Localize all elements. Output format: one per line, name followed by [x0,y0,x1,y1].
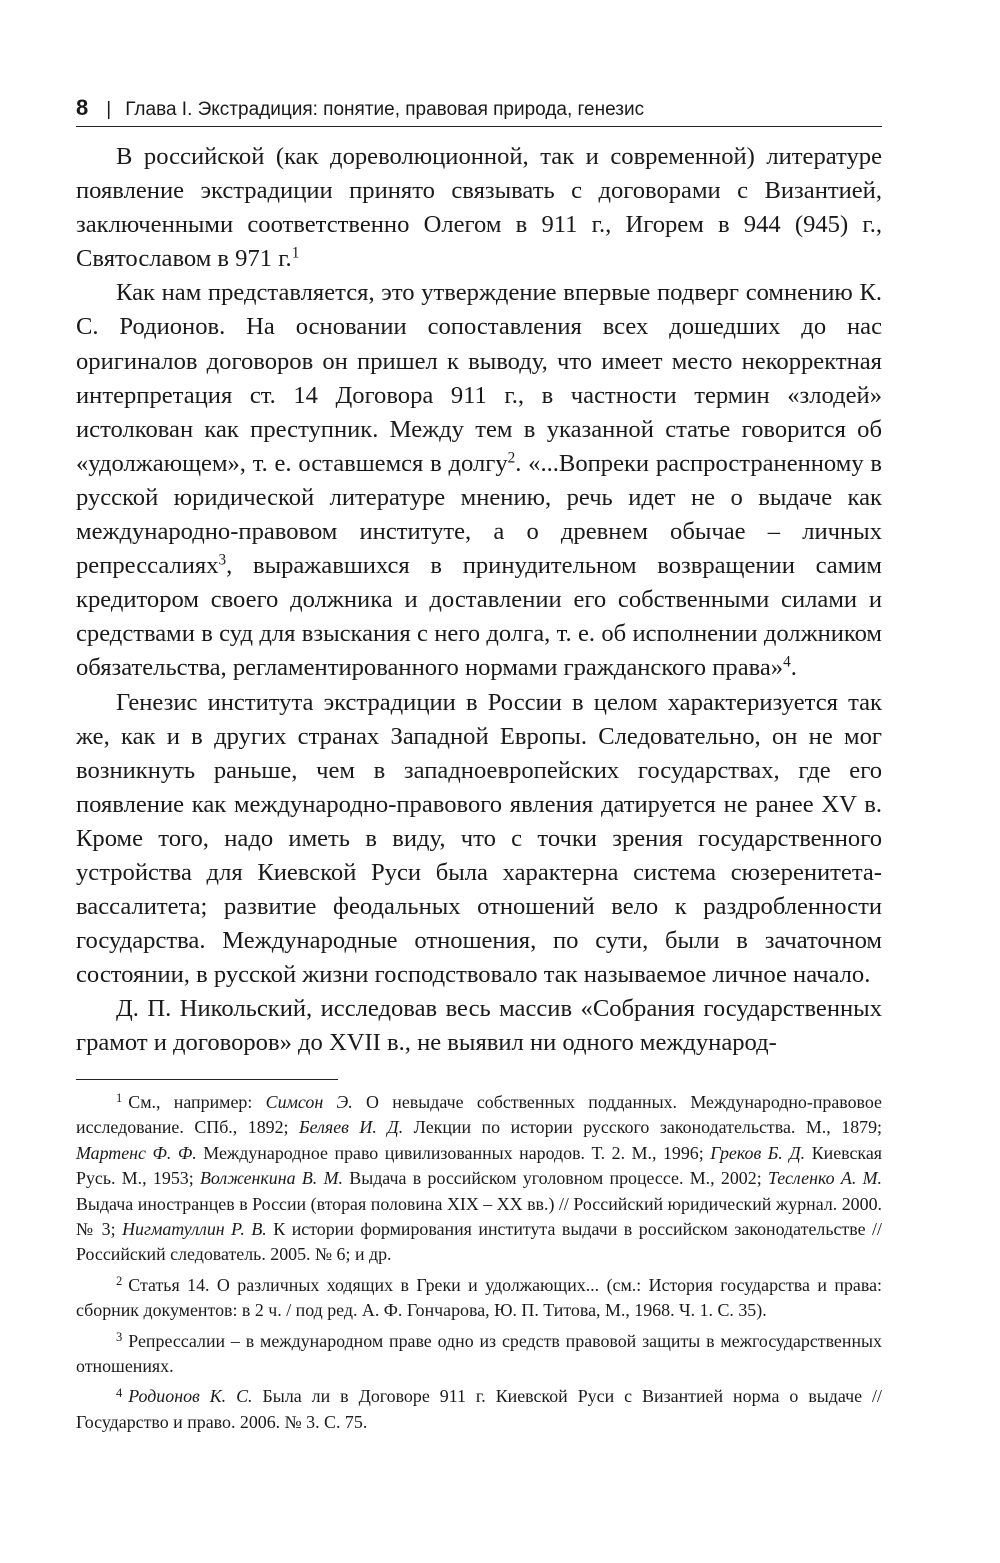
author-name: Греков Б. Д. [710,1142,806,1163]
author-name: Тесленко А. М. [767,1168,882,1189]
paragraph: Как нам представляется, это утверждение впервые подверг сомнению К. С. Родионов. На основании сопоставления всех дошедших до нас оригиналов договоров он пришел к выводу, что имеет место некорректная интерпретация ст. 14 Договора 911 г., в частности термин «злодей» истолкован как преступник. Между тем в указанной статье говорится об «удолжающем», т. е. оставшемся в долгу$^2$. «...Вопреки распространенному в русской юридической литературе мнению, речь идет не о выдаче как международно-правовом институте, а о древнем обычае – личных репрессалиях$^3$, выражавшихся в принудительном возвращении самим кредитором своего должника и доставлении его собственными силами и средствами в суд для взыскания с него долга, т. е. об исполнении должником обязательства, регламентированного нормами гражданского права»$^4$. [76,279,882,682]
footnotes [76,1090,882,1440]
footnote-ref[interactable]: 3 [218,551,227,569]
paragraph: Д. П. Никольский, исследовав весь массив «Собрания государственных грамот и договоров» до XVII в., не выявил ни одного международ- [76,995,882,1057]
footnote-ref[interactable]: 1 [291,244,300,262]
footnote: $^1$ См., например: Симсон Э. О невыдаче собственных подданных. Международно-правовое исследование. СПб., 1892; Беляев И. Д. Лекции по истории русского законодательства. М., 1879; Мартенс Ф. Ф. Международное право цивилизованных народов. Т. 2. М., 1996; Греков Б. Д. Киевская Русь. М., 1953; Волженкина В. М. Выдача в российском уголовном процессе. М., 2002; Тесленко А. М. Выдача иностранцев в России (вторая половина XIX – XX вв.) // Российский юридический журнал. 2000. № 3; Нигматуллин Р. В. К истории формирования института выдачи в российском законодательстве // Российский следователь. 2005. № 6; и др. [76,1091,883,1265]
author-name: Беляев И. Д. [299,1117,404,1138]
footnote-number: 1 [116,1091,123,1106]
header-rule [76,126,882,127]
author-name: Родионов К. С. [128,1386,253,1407]
footnote-rule [76,1079,338,1080]
footnote: $^4$ Родионов К. С. Была ли в Договоре 911 г. Киевской Руси с Византией норма о выдаче // Государство и право. 2006. № 3. С. 75. [76,1385,882,1432]
author-name: Симсон Э. [265,1092,353,1112]
footnote-number: 4 [116,1385,123,1400]
author-name: Нигматуллин Р. В. [122,1219,267,1240]
footnote-number: 2 [116,1274,123,1289]
author-name: Волженкина В. М. [199,1168,343,1189]
paragraph: В российской (как дореволюционной, так и современной) литературе появление экстрадиции принято связывать с договорами с Византией, заключенными соответственно Олегом в 911 г., Игорем в 944 (945) г., Святославом в 971 г.$^1$ [76,143,882,273]
running-header [76,94,882,122]
paragraph: Генезис института экстрадиции в России в целом характеризуется так же, как и в других странах Западной Европы. Следовательно, он не мог возникнуть раньше, чем в западноевропейских государствах, где его появление как международно-правового явления датируется не ранее XV в. Кроме того, надо иметь в виду, что с точки зрения государственного устройства для Киевской Руси была характерна система сюзеренитета-вассалитета; развитие феодальных отношений вело к раздробленности государства. Международные отношения, по сути, были в зачаточном состоянии, в русской жизни господствовало так называемое личное начало. [76,688,882,989]
footnote: $^2$ Статья 14. О различных ходящих в Греки и удолжающих... (см.: История государства и права: сборник документов: в 2 ч. / под ред. А. Ф. Гончарова, Ю. П. Титова, М., 1968. Ч. 1. С. 35). [76,1274,882,1321]
chapter-title: Глава I. Экстрадиция: понятие, правовая природа, генезис [125,99,645,120]
header-separator: | [106,99,112,120]
footnote-ref[interactable]: 4 [783,654,791,672]
author-name: Мартенс Ф. Ф. [76,1142,197,1163]
footnote: $^3$ Репрессалии – в международном праве одно из средств правовой защиты в межгосударственных отношениях. [76,1330,882,1377]
main-text [76,140,882,1061]
page-number: 8 [76,95,89,120]
footnote-number: 3 [116,1330,123,1345]
footnote-ref[interactable]: 2 [507,449,516,467]
